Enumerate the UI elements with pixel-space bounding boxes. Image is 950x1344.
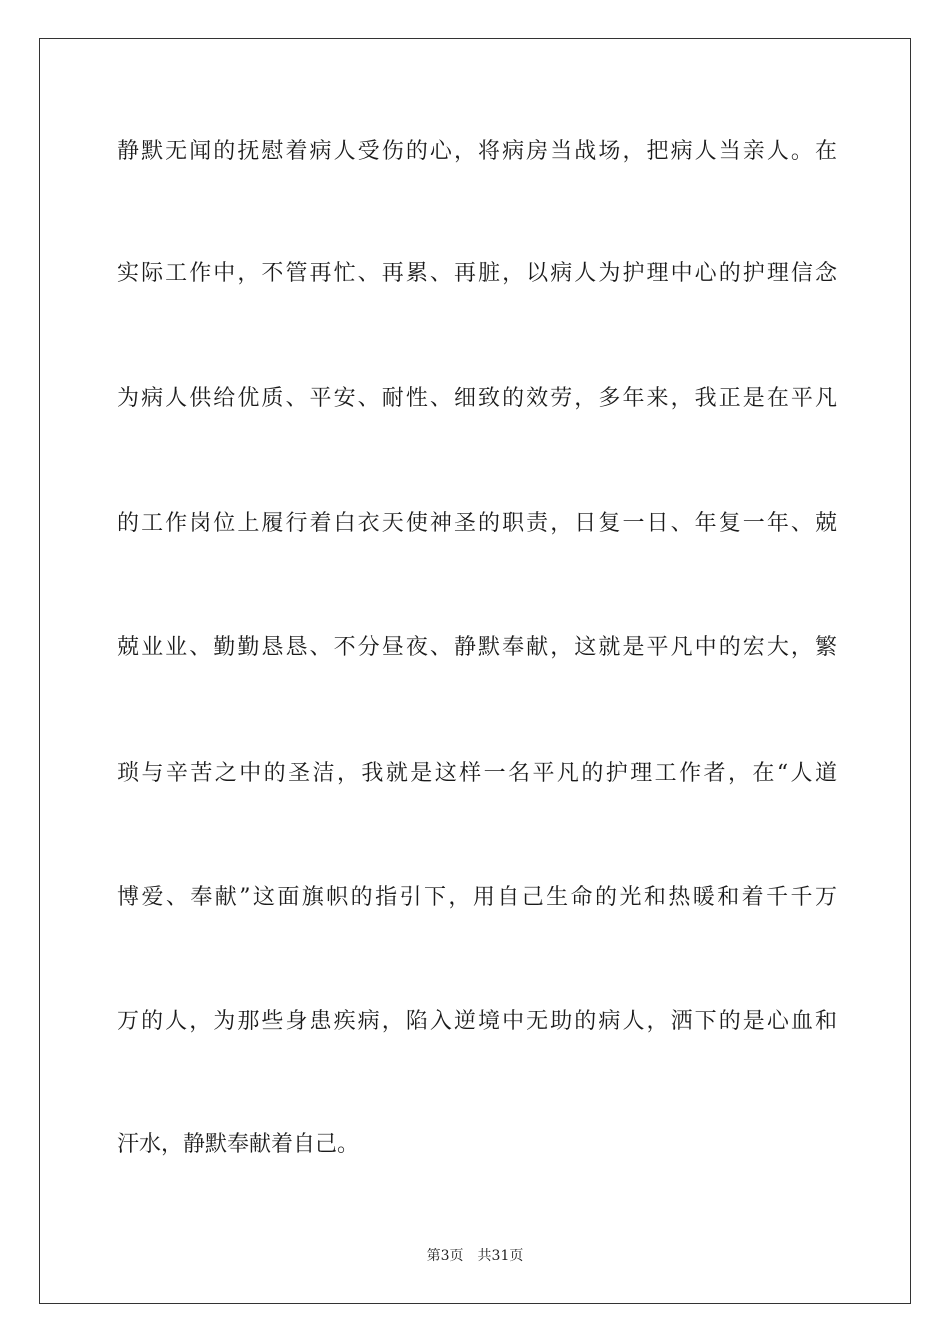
page-number: 第3页 (426, 1248, 464, 1264)
text-line: 琐与辛苦之中的圣洁，我就是这样一名平凡的护理工作者，在“人道 (117, 761, 837, 786)
text-line: 博爱、奉献”这面旗帜的指引下，用自己生命的光和热暖和着千千万 (117, 885, 837, 910)
page-footer (0, 1247, 950, 1265)
text-line: 兢业业、勤勤恳恳、不分昼夜、静默奉献，这就是平凡中的宏大，繁 (117, 635, 837, 660)
total-pages: 共31页 (477, 1248, 524, 1264)
text-line: 实际工作中，不管再忙、再累、再脏，以病人为护理中心的护理信念 (117, 261, 837, 286)
text-line: 静默无闻的抚慰着病人受伤的心，将病房当战场，把病人当亲人。在 (117, 139, 837, 164)
text-line: 万的人，为那些身患疾病，陷入逆境中无助的病人，洒下的是心血和 (117, 1009, 837, 1034)
text-line: 汗水，静默奉献着自己。 (117, 1132, 360, 1157)
text-line: 为病人供给优质、平安、耐性、细致的效劳，多年来，我正是在平凡 (117, 386, 837, 411)
page-border (39, 38, 911, 1304)
text-line: 的工作岗位上履行着白衣天使神圣的职责，日复一日、年复一年、兢 (117, 511, 837, 536)
